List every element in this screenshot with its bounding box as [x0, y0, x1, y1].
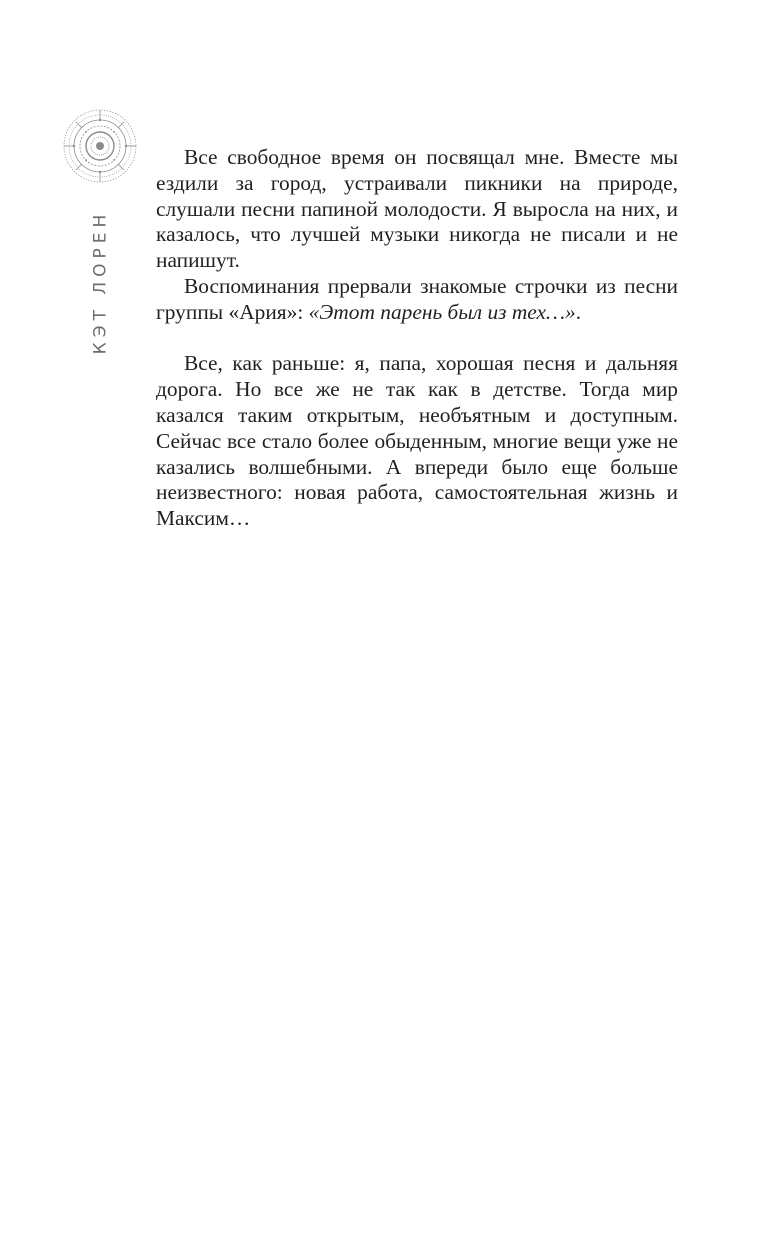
running-head-author: [88, 209, 112, 355]
paragraph-2: [156, 274, 678, 326]
body-text: [156, 145, 678, 532]
author-name: КЭТ ЛОРЕН: [90, 209, 111, 355]
song-quote: «Этот парень был из тех…»: [308, 299, 576, 324]
section-break: [156, 326, 678, 352]
paragraph-2-text: Воспоминания прервали знакомые строчки из песни группы «Ария»:: [156, 273, 678, 324]
paragraph-3: Все, как раньше: я, папа, хорошая песня и дальняя дорога. Но все же не так как в детстве. Тогда мир казался таким открытым, необъятным и доступным. Сейчас все стало более обыденным, многие вещи уже не казались волшебными. А впереди было еще больше неизвестного: новая работа, самостоятельная жизнь и Максим…: [156, 351, 678, 531]
paragraph-1: Все свободное время он посвящал мне. Вместе мы ездили за город, устраивали пикники на природе, слушали песни папиной молодости. Я выросла на них, и казалось, что лучшей музыки никогда не писали и не напишут.: [156, 145, 678, 273]
ornamental-circle-emblem-icon: [62, 108, 138, 184]
paragraph-2-end: .: [575, 299, 582, 324]
